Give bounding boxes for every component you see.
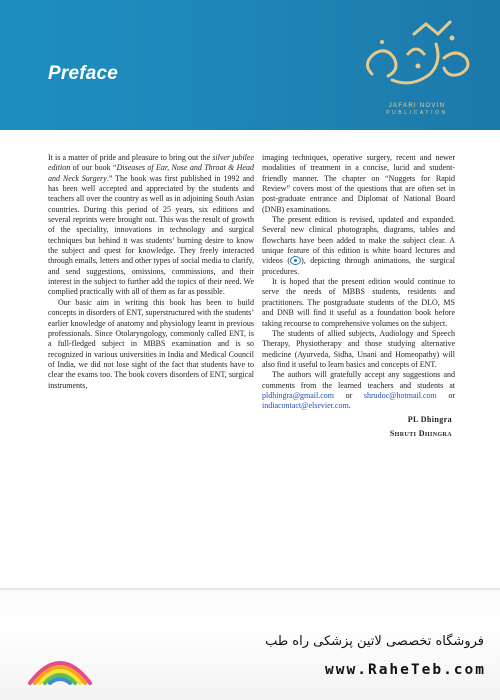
- email-link-2[interactable]: shrudoc@hotmail.com: [363, 390, 437, 400]
- author-signature-1: PL Dhingra: [407, 415, 452, 424]
- publisher-logo: [352, 14, 482, 124]
- author-signature-2: Shruti Dhingra: [389, 429, 452, 438]
- email-link-3[interactable]: indiacontact@elsevier.com: [262, 401, 349, 411]
- calligraphy-logo-icon: [352, 14, 482, 100]
- paragraph: The students of allied subjects, Audiology and Speech Therapy, Physiotherapy and those studying alternative medicine (Ayurveda, Sidha, Unani and Homeopathy) will also find it useful to learn basics and concepts of ENT.: [262, 328, 455, 369]
- paragraph: Our basic aim in writing this book has been to build concepts in disorders of ENT, superstructured with the students’ earlier knowledge of anatomy and physiology learnt in previous professionals. Since Otolaryngology, commonly called ENT, is a full-fledged subject in MBBS examination and is so recognized in various universities in India and Medical Council of India, we did not lose sight of the fact that students have to clear the exams too. The book covers disorders of ENT, surgical instruments,: [48, 297, 254, 390]
- email-link-1[interactable]: pldhingra@gmail.com: [262, 390, 335, 400]
- footer-banner: [0, 588, 500, 700]
- footer-persian-text: فروشگاه تخصصی لاتین پزشکی راه طب: [265, 634, 484, 649]
- paragraph: It is a matter of pride and pleasure to bring out the silver jubilee edition of our book “Diseases of Ear, Nose and Throat & Head and Neck Surgery.” The book was first published in 1992 and has been well accepted and appreciated by the students and teachers all over the country as well as in adjoining South Asian countries. During this period of 25 years, six editions and several reprints were brought out. This was the result of growth of the speciality, innovations in technology and surgical techniques but behind it was students’ burning desire to know the subject and quest for knowledge. They freely interacted through emails, letters and other types of social media to clarify, and send suggestions, omissions, commissions, and their interest in the subject to further add the topics of their need. We complied practically with all of them as far as possible.: [48, 153, 254, 297]
- logo-sub-text: PUBLICATION: [386, 110, 448, 116]
- paragraph: imaging techniques, operative surgery, recent and newer modalities of treatment in a concise, lucid and student-friendly manner. The chapter on “Nuggets for Rapid Review” covers most of the questions that are often set in post-graduate entrance and Diplomat of National Board (DNB) examinations.: [262, 153, 455, 214]
- content-area: [0, 130, 500, 588]
- left-column: [48, 153, 254, 391]
- footer-website[interactable]: www.RaheTeb.com: [325, 662, 486, 678]
- logo-brand-text: JAFARI NOVIN: [388, 102, 446, 109]
- paragraph: The present edition is revised, updated and expanded. Several new clinical photographs, diagrams, tables and flowcharts have been added to make the subject clear. A unique feature of this edition is white board lectures and videos ( ), depicting through animations, the surgical procedures.: [262, 215, 455, 276]
- header-banner: [0, 0, 500, 130]
- paragraph: It is hoped that the present edition would continue to serve the needs of MBBS students, residents and practitioners. The postgraduate students of the DLO, MS and DNB will find it useful as a foundation book before taking recourse to comprehensive volumes on the subject.: [262, 277, 455, 328]
- right-column: [262, 153, 455, 412]
- rainbow-logo-icon: [20, 633, 100, 693]
- footer-divider: [0, 588, 500, 590]
- dvd-icon: [290, 256, 301, 265]
- page-title: Preface: [48, 63, 119, 84]
- paragraph: The authors will gratefully accept any suggestions and comments from the learned teachers and students at pldhingra@gmail.com or shrudoc@hotmail.com or indiacontact@elsevier.com.: [262, 370, 455, 411]
